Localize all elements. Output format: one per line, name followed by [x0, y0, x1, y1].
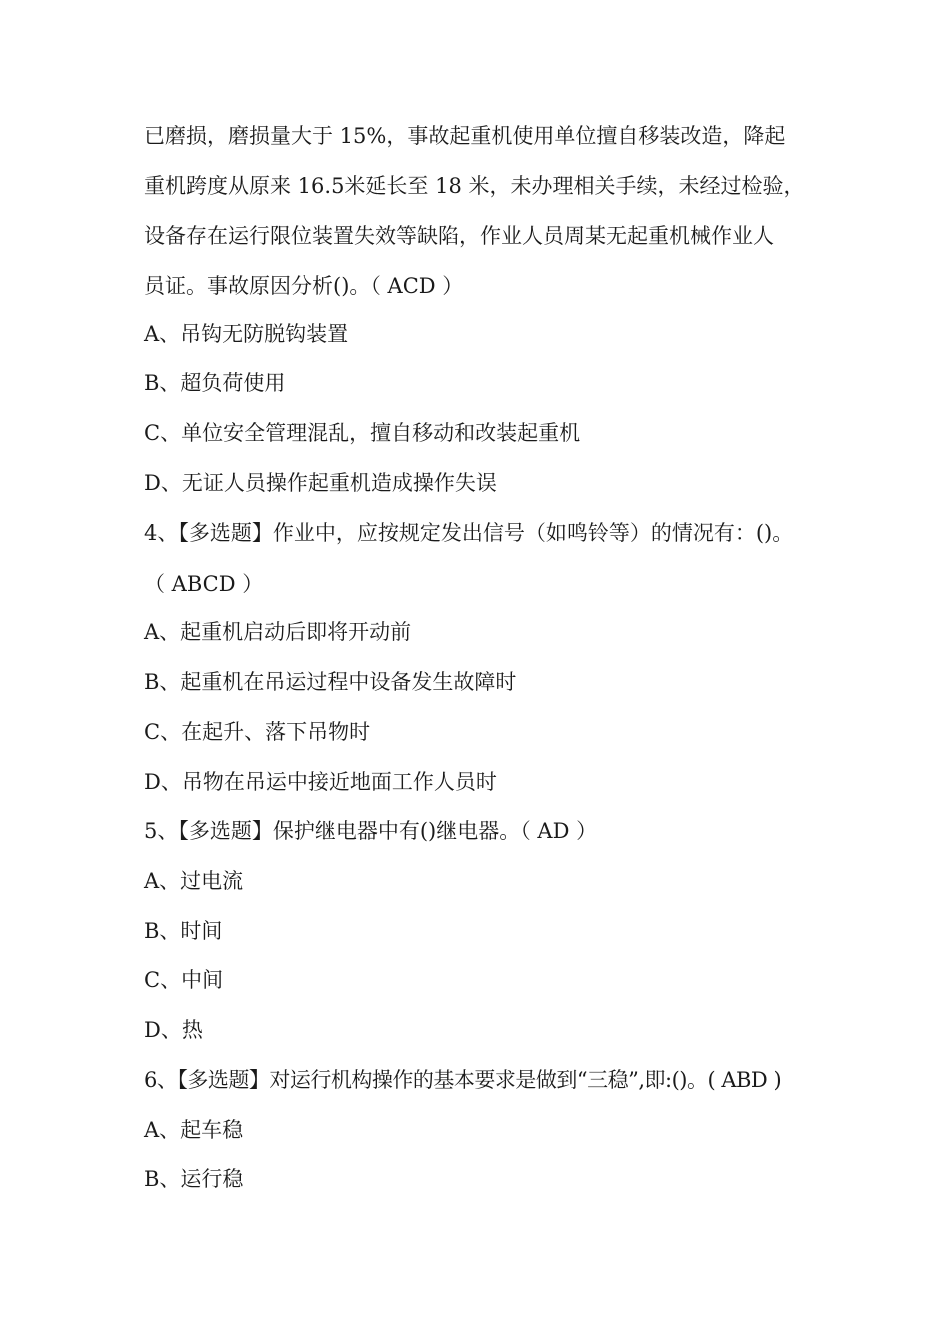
question-6-stem: 6、【多选题】对运行机构操作的基本要求是做到“三稳”,即:()。( ABD ): [144, 1068, 782, 1092]
question-4-option-c: C、在起升、落下吊物时: [144, 720, 371, 744]
question-3-stem-line-2: 重机跨度从原来 16.5米延长至 18 米，未办理相关手续，未经过检验，: [144, 174, 805, 198]
question-3-option-d: D、无证人员操作起重机造成操作失误: [144, 471, 497, 495]
question-3-stem-line-4: 员证。事故原因分析()。（ ACD ）: [144, 274, 464, 298]
question-4-option-d: D、吊物在吊运中接近地面工作人员时: [144, 770, 497, 794]
question-4-option-a: A、起重机启动后即将开动前: [144, 620, 412, 644]
question-3-option-c: C、单位安全管理混乱，擅自移动和改装起重机: [144, 421, 581, 445]
question-3-stem-line-1: 已磨损，磨损量大于 15%，事故起重机使用单位擅自移装改造，降起: [144, 124, 786, 148]
question-4-answer: （ ABCD ）: [144, 572, 264, 596]
question-4-option-b: B、起重机在吊运过程中设备发生故障时: [144, 670, 517, 694]
question-5-option-b: B、时间: [144, 919, 223, 943]
question-4-stem: 4、【多选题】作业中，应按规定发出信号（如鸣铃等）的情况有：()。: [144, 521, 794, 545]
question-6-option-b: B、运行稳: [144, 1167, 244, 1191]
question-5-stem: 5、【多选题】保护继电器中有()继电器。（ AD ）: [144, 819, 598, 843]
question-3-option-a: A、吊钩无防脱钩装置: [144, 322, 349, 346]
question-6-option-a: A、起车稳: [144, 1118, 244, 1142]
question-5-option-c: C、中间: [144, 968, 224, 992]
question-5-option-a: A、过电流: [144, 869, 244, 893]
question-5-option-d: D、热: [144, 1018, 203, 1042]
question-3-option-b: B、超负荷使用: [144, 371, 286, 395]
question-3-stem-line-3: 设备存在运行限位装置失效等缺陷，作业人员周某无起重机械作业人: [144, 224, 774, 248]
